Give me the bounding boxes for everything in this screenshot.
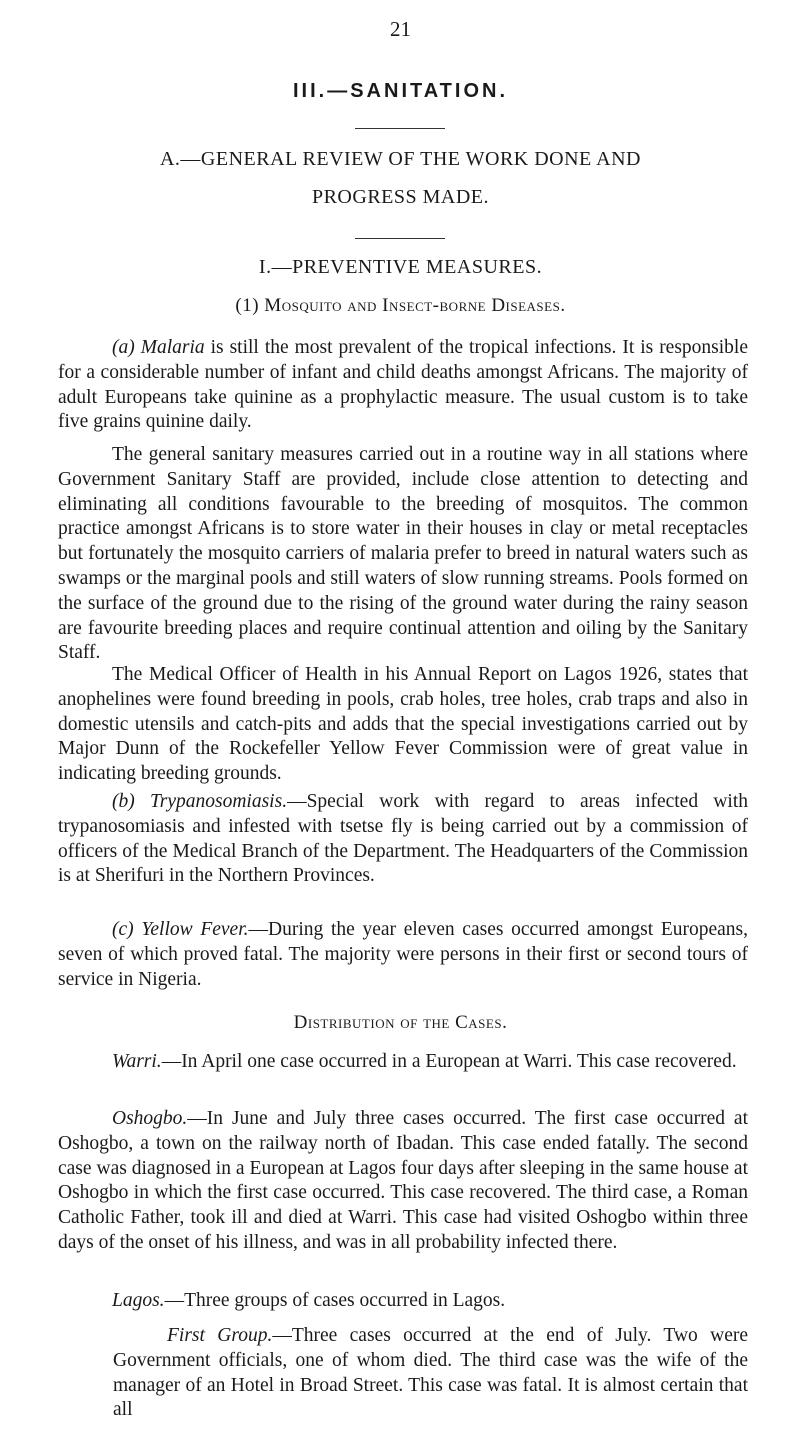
divider-rule [355, 128, 445, 129]
warri-text: —In April one case occurred in a European at Warri. This case recovered. [161, 1051, 737, 1072]
oshogbo-text: —In June and July three cases occurred. The first case occurred at Oshogbo, a town on the railway north of Ibadan. This case ended fatally. The second case was diagnosed in a European at Lagos four days after sleeping in the same house at Oshogbo in which the first case occurred. This case recovered. The third case, a Roman Catholic Father, took ill and died at Warri. This case had visited Oshogbo within three days of the onset of his illness, and was in all probability infected there. [58, 1108, 748, 1253]
malaria-label: (a) Malaria [112, 337, 205, 358]
divider-rule [355, 238, 445, 239]
warri-label: Warri. [112, 1051, 162, 1072]
trypanosomiasis-label: (b) Trypanosomiasis. [112, 791, 288, 812]
trypanosomiasis-text: —Special work with regard to areas infected with trypanosomiasis and infested with tsetse fly is being carried out by a commission of officers of the Medical Branch of the Department. The Headquarters of the Commission is at Sherifuri in the Northern Provinces. [58, 791, 748, 887]
paragraph-malaria [58, 336, 748, 435]
first-group-label: First Group. [167, 1325, 273, 1346]
heading-a-line1: A.—GENERAL REVIEW OF THE WORK DONE AND [159, 148, 641, 170]
subheading-distribution: Distribution of the Cases. [293, 1012, 508, 1033]
paragraph-yellow-fever [58, 918, 748, 992]
oshogbo-label: Oshogbo. [112, 1108, 188, 1129]
lagos-label: Lagos. [112, 1290, 165, 1311]
paragraph-first-group [113, 1324, 748, 1423]
paragraph-warri [58, 1050, 748, 1075]
yellow-fever-label: (c) Yellow Fever. [112, 919, 249, 940]
heading-i: I.—PREVENTIVE MEASURES. [258, 256, 543, 278]
yellow-fever-text: —During the year eleven cases occurred amongst Europeans, seven of which proved fatal. The majority were persons in their first or second tours of service in Nigeria. [58, 919, 748, 990]
paragraph-general-measures: The general sanitary measures carried out in a routine way in all stations where Government Sanitary Staff are provided, include close attention to detecting and eliminating all conditions favourable to the breeding of mosquitos. The common practice amongst Africans is to store water in their houses in clay or metal receptacles but fortunately the mosquito carriers of malaria prefer to breed in natural waters such as swamps or the marginal pools and still waters of slow running streams. Pools formed on the surface of the ground due to the rising of the ground water during the rainy season are favourite breeding places and require continual attention and oiling by the Sanitary Staff. [58, 444, 748, 664]
paragraph-oshogbo [58, 1107, 748, 1256]
paragraph-medical-officer: The Medical Officer of Health in his Annual Report on Lagos 1926, states that anophelines were found breeding in pools, crab holes, tree holes, crab traps and also in domestic utensils and catch-pits and adds that the special investigations carried out by Major Dunn of the Rockefeller Yellow Fever Commission were of great value in indicating breeding grounds. [58, 664, 748, 785]
paragraph-lagos [58, 1289, 748, 1314]
first-group-text: —Three cases occurred at the end of July. Two were Government officials, one of whom died. The third case was the wife of the manager of an Hotel in Broad Street. This case was fatal. It is almost certain that all [113, 1325, 749, 1421]
subheading-mosquito: (1) Mosquito and Insect-borne Diseases. [235, 295, 566, 316]
page-number: 21 [390, 17, 411, 41]
heading-a-line2: PROGRESS MADE. [311, 186, 490, 208]
section-title: III.—SANITATION. [292, 80, 509, 102]
lagos-text: —Three groups of cases occurred in Lagos. [164, 1290, 506, 1311]
paragraph-trypanosomiasis [58, 790, 748, 889]
malaria-text: is still the most prevalent of the tropical infections. It is responsible for a considerable number of infant and child deaths amongst Africans. The majority of adult Europeans take quinine as a prophylactic measure. The usual custom is to take five grains quinine daily. [58, 337, 749, 433]
